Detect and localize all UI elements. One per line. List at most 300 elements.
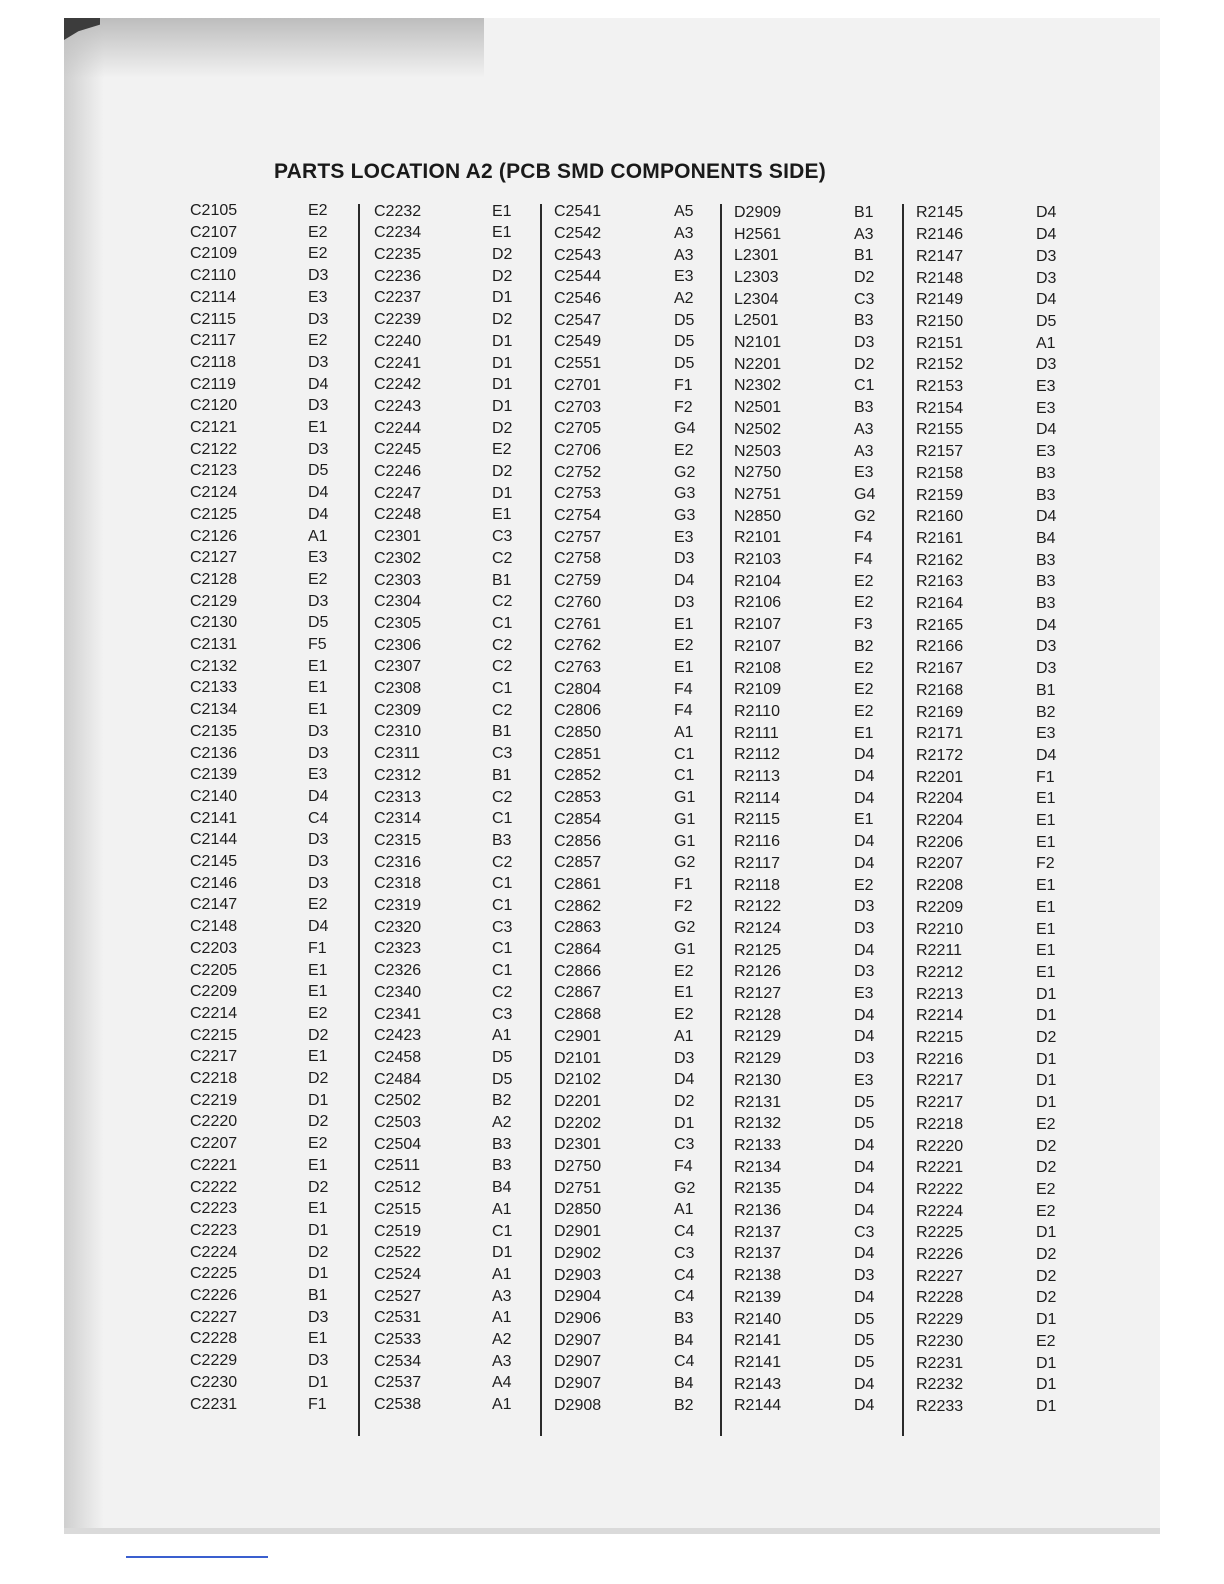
grid-location: E1 bbox=[308, 983, 328, 1001]
part-number: C2760 bbox=[554, 593, 602, 611]
part-number: R2137 bbox=[734, 1223, 782, 1241]
part-number: C2115 bbox=[190, 310, 236, 328]
part-number: R2140 bbox=[734, 1310, 782, 1328]
grid-location: A1 bbox=[674, 1201, 694, 1219]
table-row bbox=[190, 962, 1070, 983]
grid-location: B4 bbox=[674, 1331, 694, 1349]
grid-location: D5 bbox=[308, 462, 329, 480]
part-number: R2152 bbox=[916, 356, 964, 374]
grid-location: D2 bbox=[492, 311, 513, 329]
grid-location: D4 bbox=[854, 1202, 875, 1219]
grid-location: E1 bbox=[674, 658, 694, 676]
grid-location: D1 bbox=[1036, 1094, 1057, 1112]
table-row bbox=[190, 745, 1070, 766]
grid-location: B2 bbox=[674, 1396, 694, 1414]
grid-location: E1 bbox=[308, 657, 328, 675]
grid-location: A3 bbox=[854, 442, 874, 460]
column-divider bbox=[540, 204, 542, 1436]
part-number: R2206 bbox=[916, 833, 964, 851]
grid-location: D4 bbox=[1036, 204, 1057, 222]
part-number: R2159 bbox=[916, 486, 964, 504]
part-number: C2854 bbox=[554, 810, 602, 828]
part-number: C2126 bbox=[190, 527, 238, 545]
part-number: C2214 bbox=[190, 1004, 238, 1022]
grid-location: D4 bbox=[854, 941, 875, 959]
part-number: C2230 bbox=[190, 1373, 238, 1391]
grid-location: D2 bbox=[308, 1070, 329, 1087]
grid-location: D5 bbox=[1036, 312, 1057, 330]
grid-location: B3 bbox=[674, 1309, 694, 1327]
grid-location: B4 bbox=[1036, 529, 1056, 547]
part-number: C2531 bbox=[374, 1309, 422, 1327]
grid-location: D4 bbox=[854, 746, 875, 764]
part-number: R2104 bbox=[734, 572, 782, 590]
grid-location: D3 bbox=[308, 722, 329, 740]
part-number: C2522 bbox=[374, 1244, 422, 1262]
part-number: C2549 bbox=[554, 333, 602, 351]
grid-location: E1 bbox=[1036, 877, 1056, 895]
part-number: R2114 bbox=[734, 789, 780, 807]
grid-location: F2 bbox=[1036, 855, 1055, 873]
part-number: C2222 bbox=[190, 1178, 238, 1196]
part-number: C2706 bbox=[554, 441, 602, 459]
part-number: C2326 bbox=[374, 962, 422, 980]
part-number: R2208 bbox=[916, 877, 964, 895]
part-number: R2151 bbox=[916, 334, 964, 352]
grid-location: E2 bbox=[674, 1006, 694, 1024]
grid-location: E3 bbox=[674, 528, 694, 546]
grid-location: E2 bbox=[308, 1135, 328, 1153]
part-number: N2101 bbox=[734, 334, 782, 351]
part-number: C2122 bbox=[190, 440, 238, 458]
grid-location: A3 bbox=[854, 420, 874, 438]
grid-location: D4 bbox=[308, 787, 329, 805]
grid-location: E2 bbox=[854, 702, 874, 720]
grid-location: D1 bbox=[492, 1244, 513, 1262]
part-number: C2117 bbox=[190, 332, 236, 350]
part-number: C2304 bbox=[374, 593, 422, 611]
part-number: R2227 bbox=[916, 1267, 964, 1285]
grid-location: C1 bbox=[492, 940, 513, 958]
grid-location: E2 bbox=[308, 245, 328, 263]
grid-location: D2 bbox=[308, 1026, 329, 1044]
part-number: R2153 bbox=[916, 378, 964, 395]
part-number: C2533 bbox=[374, 1331, 422, 1348]
part-number: R2107 bbox=[734, 616, 782, 634]
grid-location: D4 bbox=[854, 1375, 875, 1393]
grid-location: D1 bbox=[1036, 1224, 1057, 1242]
grid-location: G4 bbox=[674, 420, 696, 438]
grid-location: G3 bbox=[674, 485, 696, 503]
grid-location: F2 bbox=[674, 398, 693, 416]
part-number: R2209 bbox=[916, 898, 964, 916]
grid-location: E1 bbox=[1036, 790, 1056, 808]
grid-location: E2 bbox=[1036, 1332, 1056, 1350]
table-row bbox=[190, 1070, 1070, 1091]
table-row bbox=[190, 1374, 1070, 1395]
table-row bbox=[190, 1005, 1070, 1026]
table-row bbox=[190, 1049, 1070, 1070]
grid-location: E2 bbox=[854, 659, 874, 677]
grid-location: A1 bbox=[674, 1027, 694, 1045]
part-number: D2901 bbox=[554, 1223, 602, 1241]
grid-location: D2 bbox=[308, 1113, 329, 1131]
part-number: R2158 bbox=[916, 464, 964, 482]
part-number: C2503 bbox=[374, 1114, 422, 1131]
part-number: D2902 bbox=[554, 1244, 602, 1262]
grid-location: D4 bbox=[854, 1136, 875, 1154]
table-row bbox=[190, 550, 1070, 571]
part-number: R2155 bbox=[916, 421, 964, 439]
grid-location: D3 bbox=[674, 593, 695, 611]
part-number: C2763 bbox=[554, 658, 602, 676]
table-row bbox=[190, 311, 1070, 332]
part-number: R2213 bbox=[916, 985, 964, 1003]
part-number: R2168 bbox=[916, 681, 964, 699]
part-number: R2148 bbox=[916, 269, 964, 287]
grid-location: A1 bbox=[492, 1265, 512, 1283]
part-number: C2806 bbox=[554, 702, 602, 720]
grid-location: D4 bbox=[1036, 746, 1057, 764]
grid-location: D3 bbox=[854, 1050, 875, 1068]
table-row bbox=[190, 268, 1070, 289]
part-number: R2110 bbox=[734, 702, 780, 720]
grid-location: D4 bbox=[308, 375, 329, 393]
part-number: D2908 bbox=[554, 1396, 602, 1414]
table-row bbox=[190, 1287, 1070, 1308]
part-number: R2221 bbox=[916, 1159, 964, 1177]
part-number: C2119 bbox=[190, 375, 236, 393]
part-number: C2243 bbox=[374, 397, 422, 415]
table-row bbox=[190, 202, 1070, 223]
grid-location: E3 bbox=[308, 288, 328, 306]
part-number: R2167 bbox=[916, 660, 964, 678]
grid-location: G1 bbox=[674, 789, 696, 807]
part-number: C2752 bbox=[554, 463, 602, 481]
part-number: C2105 bbox=[190, 202, 238, 219]
grid-location: D2 bbox=[492, 463, 513, 480]
table-row bbox=[190, 246, 1070, 267]
grid-location: A5 bbox=[674, 203, 694, 221]
part-number: C2129 bbox=[190, 592, 238, 610]
table-row bbox=[190, 788, 1070, 809]
part-number: R2216 bbox=[916, 1050, 964, 1068]
part-number: C2244 bbox=[374, 419, 422, 437]
part-number: C2515 bbox=[374, 1200, 422, 1218]
part-number: C2228 bbox=[190, 1330, 238, 1348]
grid-location: F1 bbox=[674, 875, 693, 893]
part-number: C2136 bbox=[190, 744, 238, 762]
grid-location: C3 bbox=[492, 528, 513, 546]
grid-location: E2 bbox=[854, 572, 874, 590]
grid-location: G1 bbox=[674, 832, 696, 850]
part-number: C2223 bbox=[190, 1221, 238, 1239]
part-number: C2236 bbox=[374, 267, 422, 285]
grid-location: A1 bbox=[492, 1200, 512, 1218]
part-number: R2111 bbox=[734, 724, 779, 742]
part-number: R2144 bbox=[734, 1397, 782, 1415]
grid-location: B1 bbox=[492, 571, 512, 589]
grid-location: B3 bbox=[1036, 573, 1056, 591]
grid-location: A1 bbox=[308, 527, 328, 545]
grid-location: D4 bbox=[854, 1158, 875, 1176]
grid-location: E3 bbox=[1036, 725, 1056, 743]
grid-location: E1 bbox=[674, 984, 694, 1002]
part-number: C2511 bbox=[374, 1157, 420, 1175]
part-number: C2207 bbox=[190, 1135, 238, 1153]
part-number: R2130 bbox=[734, 1071, 782, 1089]
grid-location: E2 bbox=[674, 441, 694, 459]
grid-location: F1 bbox=[308, 939, 327, 957]
part-number: C2761 bbox=[554, 615, 602, 633]
grid-location: D4 bbox=[308, 484, 329, 502]
part-number: R2233 bbox=[916, 1397, 964, 1415]
grid-location: D1 bbox=[1036, 1050, 1057, 1068]
grid-location: D2 bbox=[492, 246, 513, 263]
grid-location: D3 bbox=[308, 397, 329, 415]
grid-location: D3 bbox=[854, 1267, 875, 1285]
part-number: R2108 bbox=[734, 659, 782, 677]
part-number: C2225 bbox=[190, 1265, 238, 1283]
grid-location: E1 bbox=[308, 701, 328, 719]
part-number: C2227 bbox=[190, 1308, 238, 1326]
grid-location: G2 bbox=[674, 919, 696, 937]
grid-location: G2 bbox=[674, 854, 696, 872]
grid-location: D5 bbox=[854, 1115, 875, 1133]
grid-location: D1 bbox=[492, 332, 513, 350]
grid-location: E1 bbox=[1036, 942, 1056, 960]
part-number: R2115 bbox=[734, 811, 780, 829]
part-number: C2218 bbox=[190, 1070, 238, 1087]
grid-location: E1 bbox=[1036, 833, 1056, 851]
part-number: C2862 bbox=[554, 897, 602, 915]
grid-location: F4 bbox=[674, 680, 693, 698]
table-row bbox=[190, 1114, 1070, 1135]
part-number: R2149 bbox=[916, 291, 964, 309]
grid-location: B3 bbox=[492, 1135, 512, 1153]
grid-location: B1 bbox=[492, 723, 512, 741]
grid-location: F3 bbox=[854, 616, 873, 634]
part-number: R2147 bbox=[916, 247, 964, 265]
part-number: C2868 bbox=[554, 1006, 602, 1024]
grid-location: D3 bbox=[308, 310, 329, 328]
table-row bbox=[190, 810, 1070, 831]
grid-location: B3 bbox=[854, 312, 874, 330]
grid-location: D4 bbox=[1036, 616, 1057, 634]
table-row bbox=[190, 767, 1070, 788]
part-number: C2543 bbox=[554, 246, 602, 264]
part-number: R2210 bbox=[916, 920, 964, 938]
part-number: C2753 bbox=[554, 485, 602, 503]
part-number: C2144 bbox=[190, 831, 238, 849]
part-number: C2546 bbox=[554, 290, 602, 307]
part-number: R2204 bbox=[916, 790, 964, 808]
part-number: C2759 bbox=[554, 572, 602, 590]
table-row bbox=[190, 875, 1070, 896]
grid-location: E2 bbox=[854, 876, 874, 894]
grid-location: E1 bbox=[308, 961, 328, 979]
part-number: C2504 bbox=[374, 1135, 422, 1153]
part-number: C2237 bbox=[374, 289, 422, 307]
part-number: R2141 bbox=[734, 1332, 782, 1350]
grid-location: C3 bbox=[492, 918, 513, 936]
table-row bbox=[190, 897, 1070, 918]
part-number: C2203 bbox=[190, 939, 238, 957]
part-number: R2116 bbox=[734, 833, 780, 851]
grid-location: D5 bbox=[492, 1070, 513, 1088]
table-row bbox=[190, 919, 1070, 940]
part-number: R2215 bbox=[916, 1029, 964, 1046]
grid-location: B3 bbox=[492, 1157, 512, 1175]
grid-location: C2 bbox=[492, 636, 513, 654]
grid-location: E3 bbox=[1036, 399, 1056, 417]
grid-location: E2 bbox=[674, 637, 694, 655]
table-row bbox=[190, 485, 1070, 506]
grid-location: E3 bbox=[674, 268, 694, 286]
part-number: D2909 bbox=[734, 203, 782, 221]
part-number: R2160 bbox=[916, 508, 964, 526]
part-number: L2301 bbox=[734, 247, 779, 265]
grid-location: D3 bbox=[308, 592, 329, 610]
part-number: C2306 bbox=[374, 636, 422, 654]
part-number: C2850 bbox=[554, 724, 602, 741]
part-number: R2125 bbox=[734, 941, 782, 959]
grid-location: B1 bbox=[854, 247, 874, 265]
grid-location: E1 bbox=[308, 1156, 328, 1174]
grid-location: B2 bbox=[1036, 703, 1056, 721]
grid-location: C1 bbox=[492, 680, 513, 697]
table-row bbox=[190, 571, 1070, 592]
grid-location: D5 bbox=[674, 311, 695, 329]
part-number: C2146 bbox=[190, 874, 238, 892]
scan-shadow-bottom bbox=[64, 1528, 1160, 1534]
table-row bbox=[190, 723, 1070, 744]
part-number: C2303 bbox=[374, 571, 422, 589]
part-number: R2162 bbox=[916, 551, 964, 569]
part-number: L2304 bbox=[734, 290, 779, 308]
grid-location: B3 bbox=[854, 399, 874, 417]
part-number: R2163 bbox=[916, 573, 964, 591]
part-number: C2135 bbox=[190, 722, 238, 740]
grid-location: D2 bbox=[854, 268, 875, 286]
part-number: C2538 bbox=[374, 1396, 422, 1414]
grid-location: D4 bbox=[854, 854, 875, 872]
grid-location: D3 bbox=[1036, 269, 1057, 287]
part-number: R2165 bbox=[916, 616, 964, 634]
table-row bbox=[190, 1201, 1070, 1222]
part-number: C2141 bbox=[190, 809, 238, 827]
grid-location: D1 bbox=[308, 1221, 329, 1239]
part-number: N2201 bbox=[734, 355, 782, 373]
table-row bbox=[190, 376, 1070, 397]
grid-location: A2 bbox=[674, 290, 694, 307]
part-number: R2217 bbox=[916, 1094, 964, 1112]
part-number: D2301 bbox=[554, 1136, 602, 1154]
grid-location: D4 bbox=[854, 1006, 875, 1024]
part-number: C2863 bbox=[554, 919, 602, 937]
part-number: N2502 bbox=[734, 420, 782, 438]
part-number: D2907 bbox=[554, 1353, 602, 1371]
table-row bbox=[190, 984, 1070, 1005]
table-row bbox=[190, 1027, 1070, 1048]
grid-location: D2 bbox=[1036, 1267, 1057, 1285]
part-number: R2117 bbox=[734, 854, 780, 872]
part-number: C2758 bbox=[554, 550, 602, 568]
grid-location: E1 bbox=[492, 224, 512, 242]
part-number: D2102 bbox=[554, 1071, 602, 1089]
part-number: N2751 bbox=[734, 485, 782, 503]
table-row bbox=[190, 528, 1070, 549]
part-number: R2124 bbox=[734, 919, 782, 937]
grid-location: D4 bbox=[674, 572, 695, 590]
grid-location: C3 bbox=[492, 745, 513, 763]
part-number: N2750 bbox=[734, 464, 782, 482]
grid-location: E1 bbox=[1036, 963, 1056, 981]
part-number: C2223 bbox=[190, 1200, 238, 1218]
bottom-underline-mark bbox=[126, 1556, 268, 1558]
table-row bbox=[190, 832, 1070, 853]
grid-location: D4 bbox=[1036, 508, 1057, 526]
grid-location: C2 bbox=[492, 701, 513, 719]
grid-location: F4 bbox=[674, 702, 693, 720]
grid-location: B3 bbox=[1036, 464, 1056, 482]
part-number: C2534 bbox=[374, 1352, 422, 1370]
grid-location: D3 bbox=[308, 1352, 329, 1370]
part-number: R2224 bbox=[916, 1202, 964, 1220]
part-number: D2907 bbox=[554, 1375, 602, 1392]
part-number: R2126 bbox=[734, 963, 782, 981]
grid-location: D1 bbox=[492, 484, 513, 502]
part-number: C2316 bbox=[374, 853, 422, 871]
grid-location: D5 bbox=[308, 614, 329, 632]
part-number: R2127 bbox=[734, 985, 782, 1002]
grid-location: C4 bbox=[308, 809, 329, 827]
grid-location: C1 bbox=[674, 767, 695, 785]
grid-location: D4 bbox=[308, 505, 329, 523]
part-number: C2220 bbox=[190, 1113, 238, 1131]
part-number: C2246 bbox=[374, 463, 422, 480]
grid-location: B3 bbox=[1036, 551, 1056, 569]
grid-location: C3 bbox=[854, 290, 875, 308]
table-row bbox=[190, 1353, 1070, 1374]
part-number: R2143 bbox=[734, 1375, 782, 1393]
part-number: D2201 bbox=[554, 1092, 602, 1110]
part-number: C2231 bbox=[190, 1395, 238, 1413]
grid-location: E1 bbox=[854, 811, 874, 829]
part-number: R2106 bbox=[734, 594, 782, 612]
grid-location: A1 bbox=[1036, 334, 1056, 352]
part-number: C2312 bbox=[374, 766, 422, 784]
part-number: C2139 bbox=[190, 766, 238, 784]
part-number: R2201 bbox=[916, 768, 964, 786]
grid-location: B1 bbox=[1036, 681, 1056, 699]
grid-location: D4 bbox=[854, 1397, 875, 1415]
grid-location: D3 bbox=[674, 1049, 695, 1067]
grid-location: D1 bbox=[1036, 1376, 1057, 1394]
part-number: R2112 bbox=[734, 746, 780, 764]
grid-location: C1 bbox=[492, 1222, 513, 1240]
part-number: C2240 bbox=[374, 332, 422, 350]
grid-location: D3 bbox=[308, 744, 329, 762]
part-number: C2323 bbox=[374, 940, 422, 958]
part-number: C2110 bbox=[190, 267, 236, 285]
grid-location: A4 bbox=[492, 1374, 512, 1392]
grid-location: C2 bbox=[492, 549, 513, 567]
grid-location: C1 bbox=[492, 875, 513, 893]
scan-shadow-top bbox=[64, 18, 484, 78]
table-row bbox=[190, 1179, 1070, 1200]
part-number: C2224 bbox=[190, 1243, 238, 1261]
